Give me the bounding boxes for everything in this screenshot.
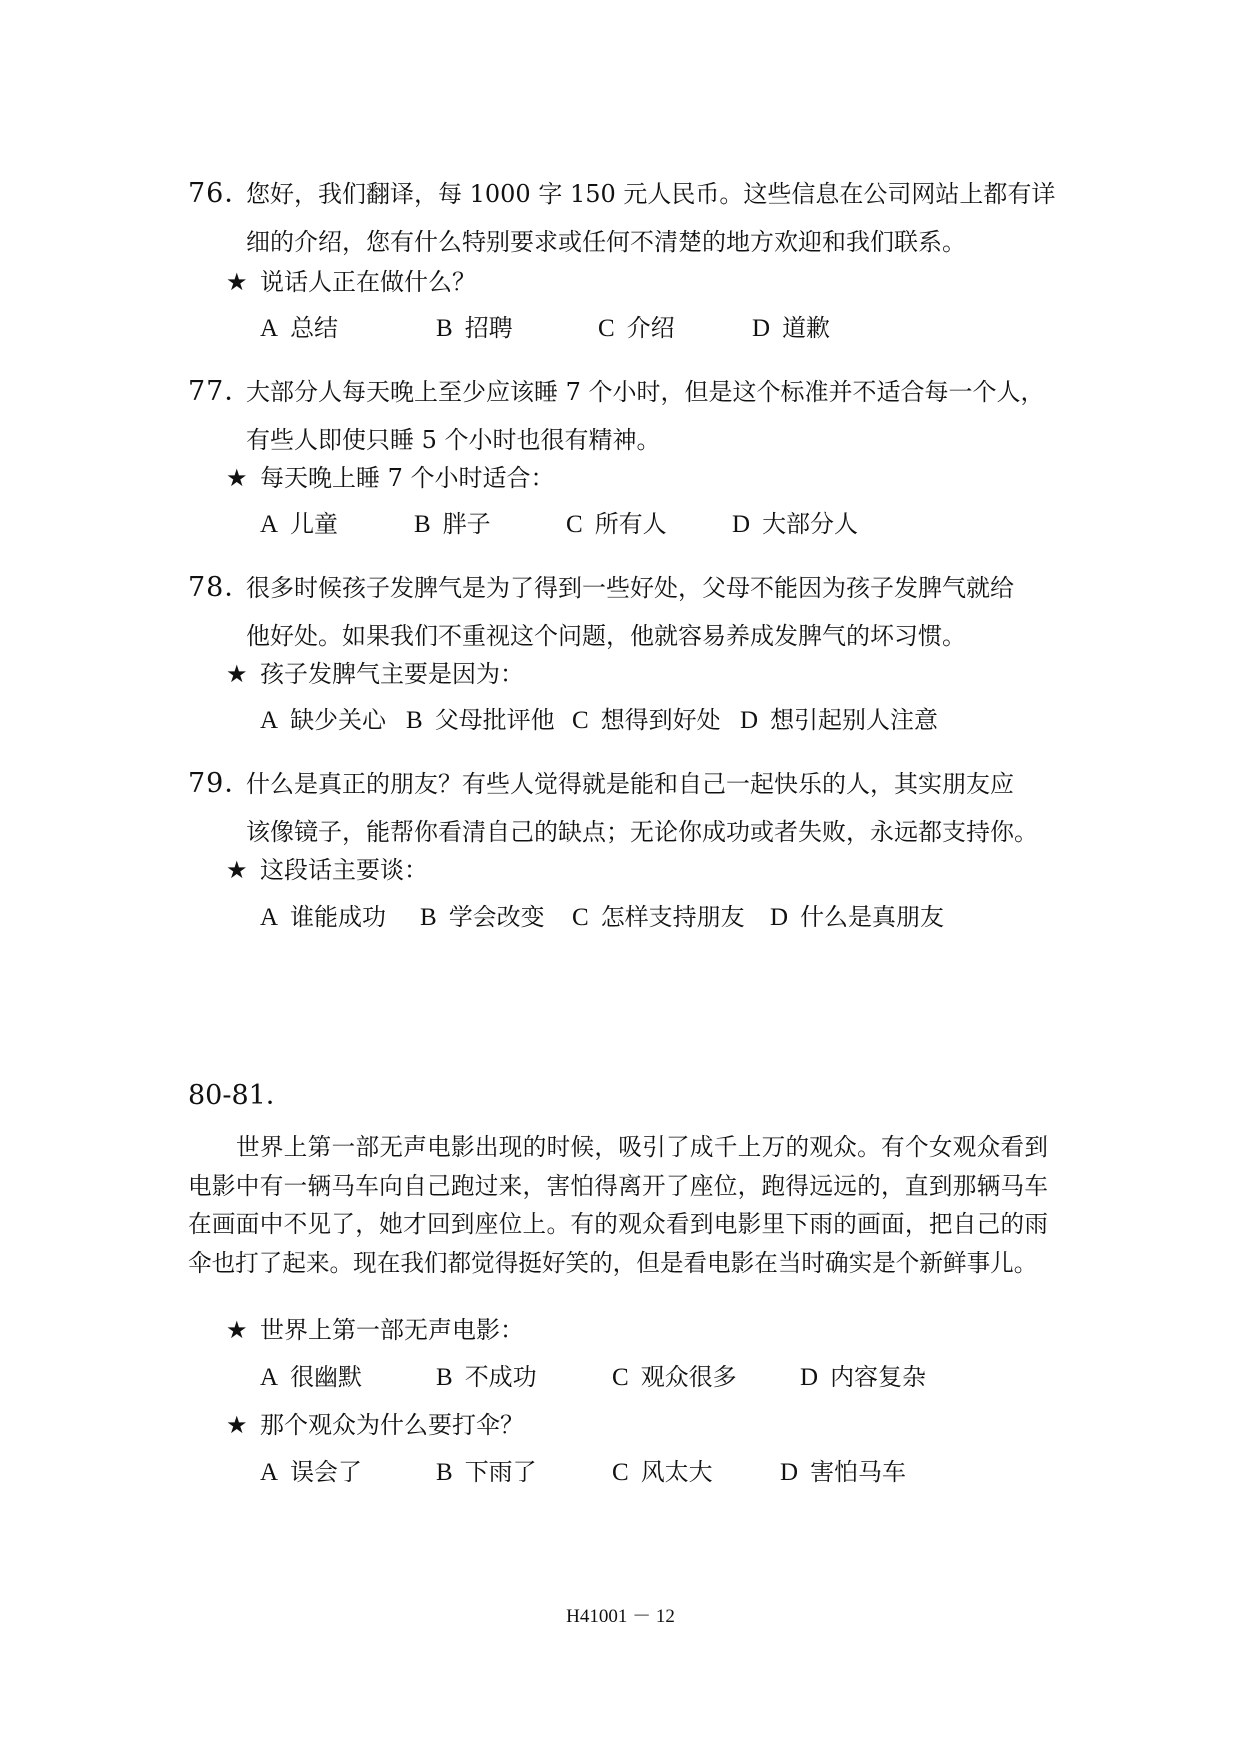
section-number: 80-81．: [188, 1080, 293, 1111]
option-a[interactable]: A 缺少关心: [260, 706, 387, 734]
question-79-line-1: [188, 760, 1068, 808]
question-text: 该像镜子，能帮你看清自己的缺点；无论你成功或者失败，永远都支持你。: [246, 818, 1038, 846]
option-a[interactable]: A 儿童: [260, 510, 339, 538]
question-78-options: [260, 700, 980, 740]
question-79-options: [260, 897, 1020, 937]
question-76: [188, 170, 1068, 266]
option-b[interactable]: B 招聘: [436, 314, 513, 342]
option-b[interactable]: B 父母批评他: [406, 706, 555, 734]
question-79-prompt: [226, 850, 428, 890]
option-a[interactable]: A 误会了: [260, 1458, 363, 1486]
page-footer: H41001 － 12: [566, 1606, 675, 1627]
question-number: 79．: [188, 768, 253, 799]
option-c[interactable]: C 怎样支持朋友: [572, 903, 745, 931]
question-77: [188, 368, 1068, 464]
question-78-prompt: [226, 654, 524, 694]
option-c[interactable]: C 介绍: [598, 314, 675, 342]
question-77-line-1: [188, 368, 1068, 416]
question-77-line-2: [188, 416, 1068, 464]
option-a[interactable]: A 谁能成功: [260, 903, 387, 931]
option-d[interactable]: D 内容复杂: [800, 1363, 927, 1391]
question-text: 什么是真正的朋友？有些人觉得就是能和自己一起快乐的人，其实朋友应: [246, 770, 1014, 798]
star-icon: ★: [226, 268, 248, 296]
option-c[interactable]: C 想得到好处: [572, 706, 721, 734]
question-81-prompt: [226, 1405, 524, 1445]
question-text: 大部分人每天晚上至少应该睡 7 个小时，但是这个标准并不适合每一个人，: [246, 378, 1045, 406]
star-icon: ★: [226, 856, 248, 884]
prompt-text: 那个观众为什么要打伞？: [260, 1411, 524, 1439]
question-text: 他好处。如果我们不重视这个问题，他就容易养成发脾气的坏习惯。: [246, 622, 966, 650]
option-a[interactable]: A 总结: [260, 314, 339, 342]
prompt-text: 这段话主要谈：: [260, 856, 428, 884]
star-icon: ★: [226, 1316, 248, 1344]
prompt-text: 每天晚上睡 7 个小时适合：: [260, 464, 555, 492]
question-79: [188, 760, 1068, 856]
question-number: 78．: [188, 572, 253, 603]
question-number: 77．: [188, 376, 253, 407]
question-76-line-2: [188, 218, 1068, 266]
question-81-options: [260, 1452, 1020, 1492]
question-79-line-2: [188, 808, 1068, 856]
option-c[interactable]: C 所有人: [566, 510, 667, 538]
option-d[interactable]: D 什么是真朋友: [770, 903, 945, 931]
question-76-line-1: [188, 170, 1068, 218]
question-78: [188, 564, 1068, 660]
question-number: 76．: [188, 178, 253, 209]
reading-passage: 世界上第一部无声电影出现的时候，吸引了成千上万的观众。有个女观众看到电影中有一辆马车向自己跑过来，害怕得离开了座位，跑得远远的，直到那辆马车在画面中不见了，她才回到座位上。有的观众看到电影里下雨的画面，把自己的雨伞也打了起来。现在我们都觉得挺好笑的，但是看电影在当时确实是个新鲜事儿。: [188, 1133, 1048, 1277]
option-b[interactable]: B 学会改变: [420, 903, 545, 931]
prompt-text: 世界上第一部无声电影：: [260, 1316, 524, 1344]
option-d[interactable]: D 害怕马车: [780, 1458, 907, 1486]
question-80-options: [260, 1357, 1020, 1397]
question-text: 很多时候孩子发脾气是为了得到一些好处，父母不能因为孩子发脾气就给: [246, 574, 1014, 602]
question-text: 细的介绍，您有什么特别要求或任何不清楚的地方欢迎和我们联系。: [246, 228, 966, 256]
star-icon: ★: [226, 660, 248, 688]
question-80-prompt: [226, 1310, 524, 1350]
question-77-prompt: [226, 458, 555, 498]
question-text: 有些人即使只睡 5 个小时也很有精神。: [246, 426, 661, 454]
option-c[interactable]: C 观众很多: [612, 1363, 737, 1391]
option-a[interactable]: A 很幽默: [260, 1363, 363, 1391]
star-icon: ★: [226, 464, 248, 492]
option-b[interactable]: B 下雨了: [436, 1458, 537, 1486]
option-b[interactable]: B 胖子: [414, 510, 491, 538]
question-77-options: [260, 504, 960, 544]
option-b[interactable]: B 不成功: [436, 1363, 537, 1391]
prompt-text: 孩子发脾气主要是因为：: [260, 660, 524, 688]
option-c[interactable]: C 风太大: [612, 1458, 713, 1486]
option-d[interactable]: D 道歉: [752, 314, 831, 342]
question-text: 您好，我们翻译，每 1000 字 150 元人民币。这些信息在公司网站上都有详: [246, 180, 1056, 208]
option-d[interactable]: D 想引起别人注意: [740, 706, 939, 734]
question-78-line-2: [188, 612, 1068, 660]
question-76-prompt: [226, 262, 476, 302]
prompt-text: 说话人正在做什么？: [260, 268, 476, 296]
question-76-options: [260, 308, 960, 348]
question-78-line-1: [188, 564, 1068, 612]
option-d[interactable]: D 大部分人: [732, 510, 859, 538]
star-icon: ★: [226, 1411, 248, 1439]
